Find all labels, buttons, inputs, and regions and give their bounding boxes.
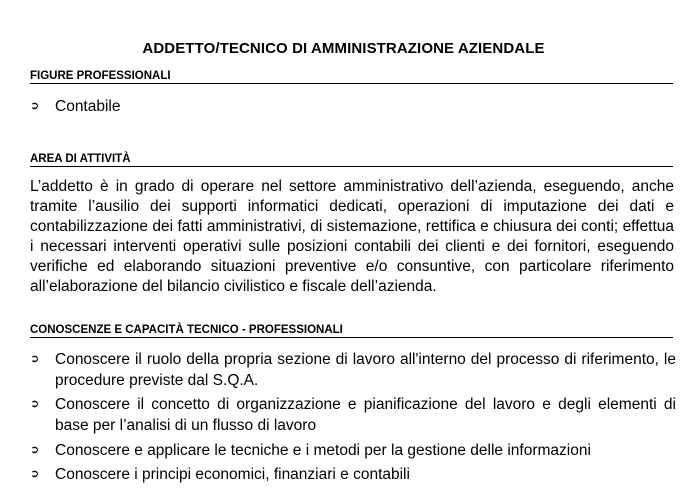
section-heading-area-attivita: AREA DI ATTIVITÀ xyxy=(30,153,673,167)
list-item xyxy=(30,96,676,117)
list-item-text: Conoscere il ruolo della propria sezione di lavoro all'interno del processo di riferimento, le procedure previste dal S.Q.A. xyxy=(55,351,676,389)
arrow-bullet-icon: ➲ xyxy=(30,353,40,365)
arrow-bullet-icon: ➲ xyxy=(30,468,40,480)
list-item-text: Conoscere i principi economici, finanziari e contabili xyxy=(55,466,410,483)
arrow-bullet-icon: ➲ xyxy=(30,444,40,456)
list-item-text: Contabile xyxy=(55,98,121,115)
section-heading-figure-professionali: FIGURE PROFESSIONALI xyxy=(30,70,673,84)
section-heading-conoscenze: CONOSCENZE E CAPACITÀ TECNICO - PROFESSIONALI xyxy=(30,324,673,338)
list-item xyxy=(30,394,676,436)
list-item xyxy=(30,349,676,391)
list-item xyxy=(30,440,676,461)
area-description: L’addetto è in grado di operare nel settore amministrativo dell’azienda, eseguendo, anche tramite l’ausilio dei supporti informatici dedicati, operazioni di imputazione dei dati e contabilizzazione dei fatti amministrativi, di sistemazione, rettifica e chiusura dei conti; effettua i necessari interventi operativi sulle posizioni contabili dei clienti e dei fornitori, eseguendo verifiche ed elaborando situazioni preventive e/o consuntive, con particolare riferimento all’elaborazione del bilancio civilistico e fiscale dell’azienda. xyxy=(30,178,674,295)
list-item xyxy=(30,464,676,485)
arrow-bullet-icon: ➲ xyxy=(30,100,40,112)
document-title: ADDETTO/TECNICO DI AMMINISTRAZIONE AZIENDALE xyxy=(142,40,545,57)
list-item-text: Conoscere e applicare le tecniche e i metodi per la gestione delle informazioni xyxy=(55,442,591,459)
list-item-text: Conoscere il concetto di organizzazione e pianificazione del lavoro e degli elementi di base per l’analisi di un flusso di lavoro xyxy=(55,396,676,434)
arrow-bullet-icon: ➲ xyxy=(30,398,40,410)
